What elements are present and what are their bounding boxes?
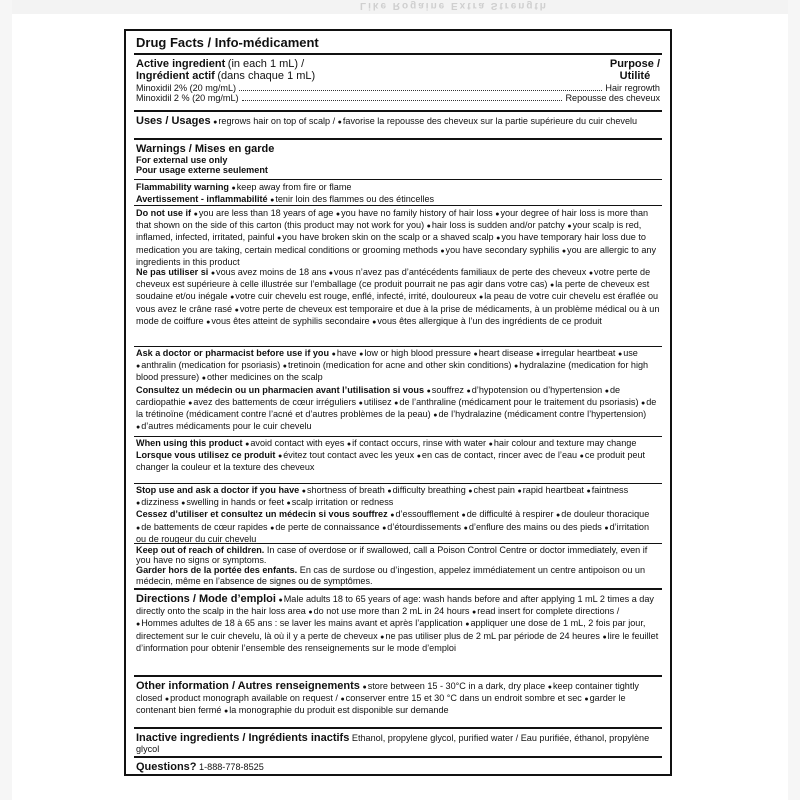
ask-en-item: ● use [618,348,638,358]
dnu-fr-item: ● votre cuir chevelu est rouge, enflé, infecté, irrité, douloureux [230,291,476,301]
inactive-rule [134,756,662,758]
questions-phone: 1-888-778-8525 [199,762,264,772]
other-item: ● store between 15 - 30°C in a dark, dry place [362,681,545,691]
dnu-label-fr: Ne pas utiliser si [136,267,209,278]
stop-en-item: ● swelling in hands or feet [181,497,284,507]
keep-out-section [136,545,660,586]
stop-en-item: ● difficulty breathing [387,485,465,495]
when-fr-item: ● évitez tout contact avec les yeux [278,450,414,460]
other-item: ● conserver entre 15 et 30 °C dans un endroit sombre et sec [340,693,581,703]
ask-en-item: ● other medicines on the scalp [202,372,323,382]
stop-rule [134,543,662,544]
active-heading-fr-note: (dans chaque 1 mL) [217,70,316,82]
stop-use-section [136,485,660,544]
when-en-item: ● hair colour and texture may change [489,438,637,448]
stop-en-item: ● chest pain [468,485,515,495]
title-rule [134,53,662,55]
when-rule [134,483,662,484]
when-label-en: When using this product [136,438,243,448]
ask-en-item: ● low or high blood pressure [359,348,471,358]
uses-section [136,115,660,128]
stop-en-item: ● faintness [586,485,628,495]
dnu-fr-item: ● vous êtes allergique à l’un des ingrédients de ce produit [372,316,602,326]
when-fr-item: ● en cas de contact, rincer avec de l’eau [417,450,577,460]
warnings-thin-rule [134,179,662,180]
ask-fr-item: ● d’autres médicaments pour le cuir chevelu [136,421,312,431]
dnu-en-item: ● your degree of hair loss is more than that shown on the side of this carton (this product may not work for you) [136,208,648,230]
keep-label-fr: Garder hors de la portée des enfants. [136,565,298,576]
keep-text-fr: En cas de surdose ou d’ingestion, appelez immédiatement un centre antipoison ou un médecin, même en l’absence de signes ou de symptômes. [136,565,646,586]
active-rule [134,110,662,112]
keep-text-en: In case of overdose or if swallowed, call a Poison Control Centre or doctor immediately, even if you have no signs or symptoms. [136,545,648,566]
directions-heading: Directions / Mode d’emploi [136,593,276,605]
active-line2-left: Minoxidil 2 % (20 mg/mL) [136,93,239,104]
stop-fr-item: ● d’étourdissements [382,522,461,532]
flam-rule [134,205,662,206]
stop-fr-item: ● d’enflure des mains ou des pieds [464,522,602,532]
other-item: ● product monograph available on request / [165,693,338,703]
purpose-heading-en: Purpose / [609,58,660,70]
dnu-en-item: ● hair loss is sudden and/or patchy [427,220,565,230]
keep-rule [134,588,662,590]
ask-en-item: ● hydralazine (medication for high blood pressure) [136,360,648,382]
uses-item-0: ● regrows hair on top of scalp / [213,116,335,126]
dir-en-item: ● Male adults 18 to 65 years of age: wash hands before and after applying 1 mL 2 times a day directly onto the scalp in the hair loss area [136,594,654,616]
dir-en-item: ● read insert for complete directions / [472,606,619,616]
ask-en-item: ● irregular heartbeat [536,348,616,358]
dnu-fr-item: ● la perte de cheveux est soudaine et/ou inégale [136,279,649,301]
directions-rule [134,675,662,677]
uses-rule [134,138,662,140]
flam-label-en: Flammability warning [136,182,229,192]
dir-fr-item: ● Hommes adultes de 18 à 65 ans : se laver les mains avant et après l’application [136,618,463,628]
ask-fr-item: ● de la trétinoïne (médicament contre l’acné et d’autres problèmes de la peau) [136,397,656,419]
carton-right-edge [788,0,800,800]
when-en-item: ● avoid contact with eyes [245,438,344,448]
dnu-en-item: ● your scalp is red, inflamed, infected, irritated, painful [136,220,641,242]
flam-item-en: ● keep away from fire or flame [232,182,352,192]
dnu-en-item: ● you have broken skin on the scalp or a shaved scalp [277,232,494,242]
purpose-heading-fr: Utilité [619,70,651,82]
active-heading-fr: Ingrédient actif [136,70,215,82]
stop-fr-item: ● de difficulté à respirer [462,509,554,519]
ask-fr-item: ● de l’anthraline (médicament pour le traitement du psoriasis) [394,397,638,407]
stop-en-item: ● shortness of breath [302,485,385,495]
drug-facts-panel [124,29,672,776]
dnu-en-item: ● you have secondary syphilis [440,245,559,255]
dnu-en-item: ● you have temporary hair loss due to medication you are taking, certain medical conditions or grooming methods [136,232,646,254]
inactive-section [136,732,660,754]
stop-en-item: ● dizziness [136,497,179,507]
flam-item-fr: ● tenir loin des flammes ou des étincelles [270,194,434,204]
questions-heading: Questions? [136,761,197,773]
ask-fr-item: ● utilisez [359,397,392,407]
other-item: ● la monographie du produit est disponible sur demande [224,705,449,715]
ask-en-item: ● heart disease [474,348,534,358]
stop-fr-item: ● de perte de connaissance [270,522,379,532]
dnu-fr-item: ● votre perte de cheveux est temporaire et due à la prise de médicaments, à un problème médical ou à un mode de coiffure [136,304,659,326]
ask-en-item: ● have [332,348,357,358]
when-en-item: ● if contact occurs, rinse with water [347,438,486,448]
inactive-heading: Inactive ingredients / Ingrédients inactifs [136,732,350,744]
stop-fr-item: ● de battements de cœur rapides [136,522,268,532]
other-info-heading: Other information / Autres renseignements [136,680,360,692]
active-line1-left: Minoxidil 2% (20 mg/mL) [136,83,237,93]
active-line2-right: Repousse des cheveux [565,93,660,104]
active-heading-en: Active ingredient [136,58,226,70]
inactive-text: Ethanol, propylene glycol, purified water / Eau purifiée, éthanol, propylène glycol [136,733,650,754]
when-fr-item: ● ce produit peut changer la couleur et la texture des cheveux [136,450,645,472]
active-heading-en-note: (in each 1 mL) / [227,58,305,70]
flammability-section [136,182,660,206]
ask-rule [134,436,662,437]
ask-label-fr: Consultez un médecin ou un pharmacien avant l’utilisation si vous [136,384,425,395]
directions-section [136,593,660,653]
keep-label-en: Keep out of reach of children. [136,545,265,555]
when-using-section [136,438,660,473]
ask-fr-item: ● avez des battements de cœur irréguliers [188,397,356,407]
other-item: ● garder le contenant bien fermé [136,693,626,715]
uses-heading: Uses / Usages [136,115,211,127]
carton-left-edge [0,0,12,800]
dir-fr-item: ● ne pas utiliser plus de 2 mL par période de 24 heures [380,631,600,641]
dnu-fr-item: ● vous avez moins de 18 ans [211,267,326,277]
dnu-fr-item: ● vous êtes atteint de syphilis secondaire [206,316,369,326]
dir-fr-item: ● appliquer une dose de 1 mL, 2 fois par jour, directement sur le cuir chevelu, là où il y a perte de cheveux [136,618,645,640]
do-not-use-section [136,208,660,328]
when-label-fr: Lorsque vous utilisez ce produit [136,450,276,461]
active-line1-right: Hair regrowth [605,83,660,93]
dnu-rule [134,346,662,347]
dnu-en-item: ● you are allergic to any ingredients in this product [136,245,656,267]
dnu-fr-item: ● la peau de votre cuir chevelu est éraflée ou vous avez le crâne rasé [136,291,658,313]
stop-en-item: ● rapid heartbeat [518,485,584,495]
flam-label-fr: Avertissement - inflammabilité [136,194,268,205]
questions-section [136,761,660,773]
dnu-fr-item: ● vous n’avez pas d’antécédents familiaux de perte des cheveux [329,267,587,277]
ask-label-en: Ask a doctor or pharmacist before use if you [136,348,330,358]
other-item: ● keep container tightly closed [136,681,639,703]
other-info-section [136,680,660,718]
ask-en-item: ● tretinoin (medication for acne and other skin conditions) [283,360,512,370]
ask-fr-item: ● de l’hydralazine (médicament contre l’hypertension) [433,409,646,419]
stop-fr-item: ● de douleur thoracique [556,509,649,519]
stop-label-fr: Cessez d’utiliser et consultez un médecin si vous souffrez [136,509,388,520]
stop-fr-item: ● d’essoufflement [390,509,459,519]
carton-flap-text: Like Rogaine Extra Strength [360,0,548,11]
external-use-en: For external use only [136,155,228,165]
ask-fr-item: ● d’hypotension ou d’hypertension [467,385,603,395]
dnu-label-en: Do not use if [136,208,192,218]
warnings-section [136,143,660,175]
external-use-fr: Pour usage externe seulement [136,165,268,176]
stop-label-en: Stop use and ask a doctor if you have [136,485,300,495]
dnu-fr-item: ● votre perte de cheveux est supérieure à celle illustrée sur l’emballage (ce produit pourrait ne pas agir dans votre cas) [136,267,650,289]
uses-item-1: ● favorise la repousse des cheveux sur la partie supérieure du cuir chevelu [338,116,637,126]
ask-en-item: ● anthralin (medication for psoriasis) [136,360,280,370]
stop-fr-item: ● d’irritation ou de rougeur du cuir chevelu [136,522,649,544]
dnu-en-item: ● you have no family history of hair loss [336,208,493,218]
dnu-en-item: ● you are less than 18 years of age [194,208,334,218]
dir-en-item: ● do not use more than 2 mL in 24 hours [308,606,469,616]
active-ingredient-section [136,58,660,103]
dir-fr-item: ● lire le feuillet d’information pour obtenir l’ensemble des renseignements sur le mode d’emploi [136,631,658,653]
warnings-heading: Warnings / Mises en garde [136,143,275,155]
stop-en-item: ● scalp irritation or redness [287,497,394,507]
ask-fr-item: ● souffrez [427,385,464,395]
ask-fr-item: ● de cardiopathie [136,385,620,407]
drug-facts-title: Drug Facts / Info-médicament [136,35,319,50]
other-info-rule [134,727,662,729]
ask-doctor-section [136,348,660,433]
